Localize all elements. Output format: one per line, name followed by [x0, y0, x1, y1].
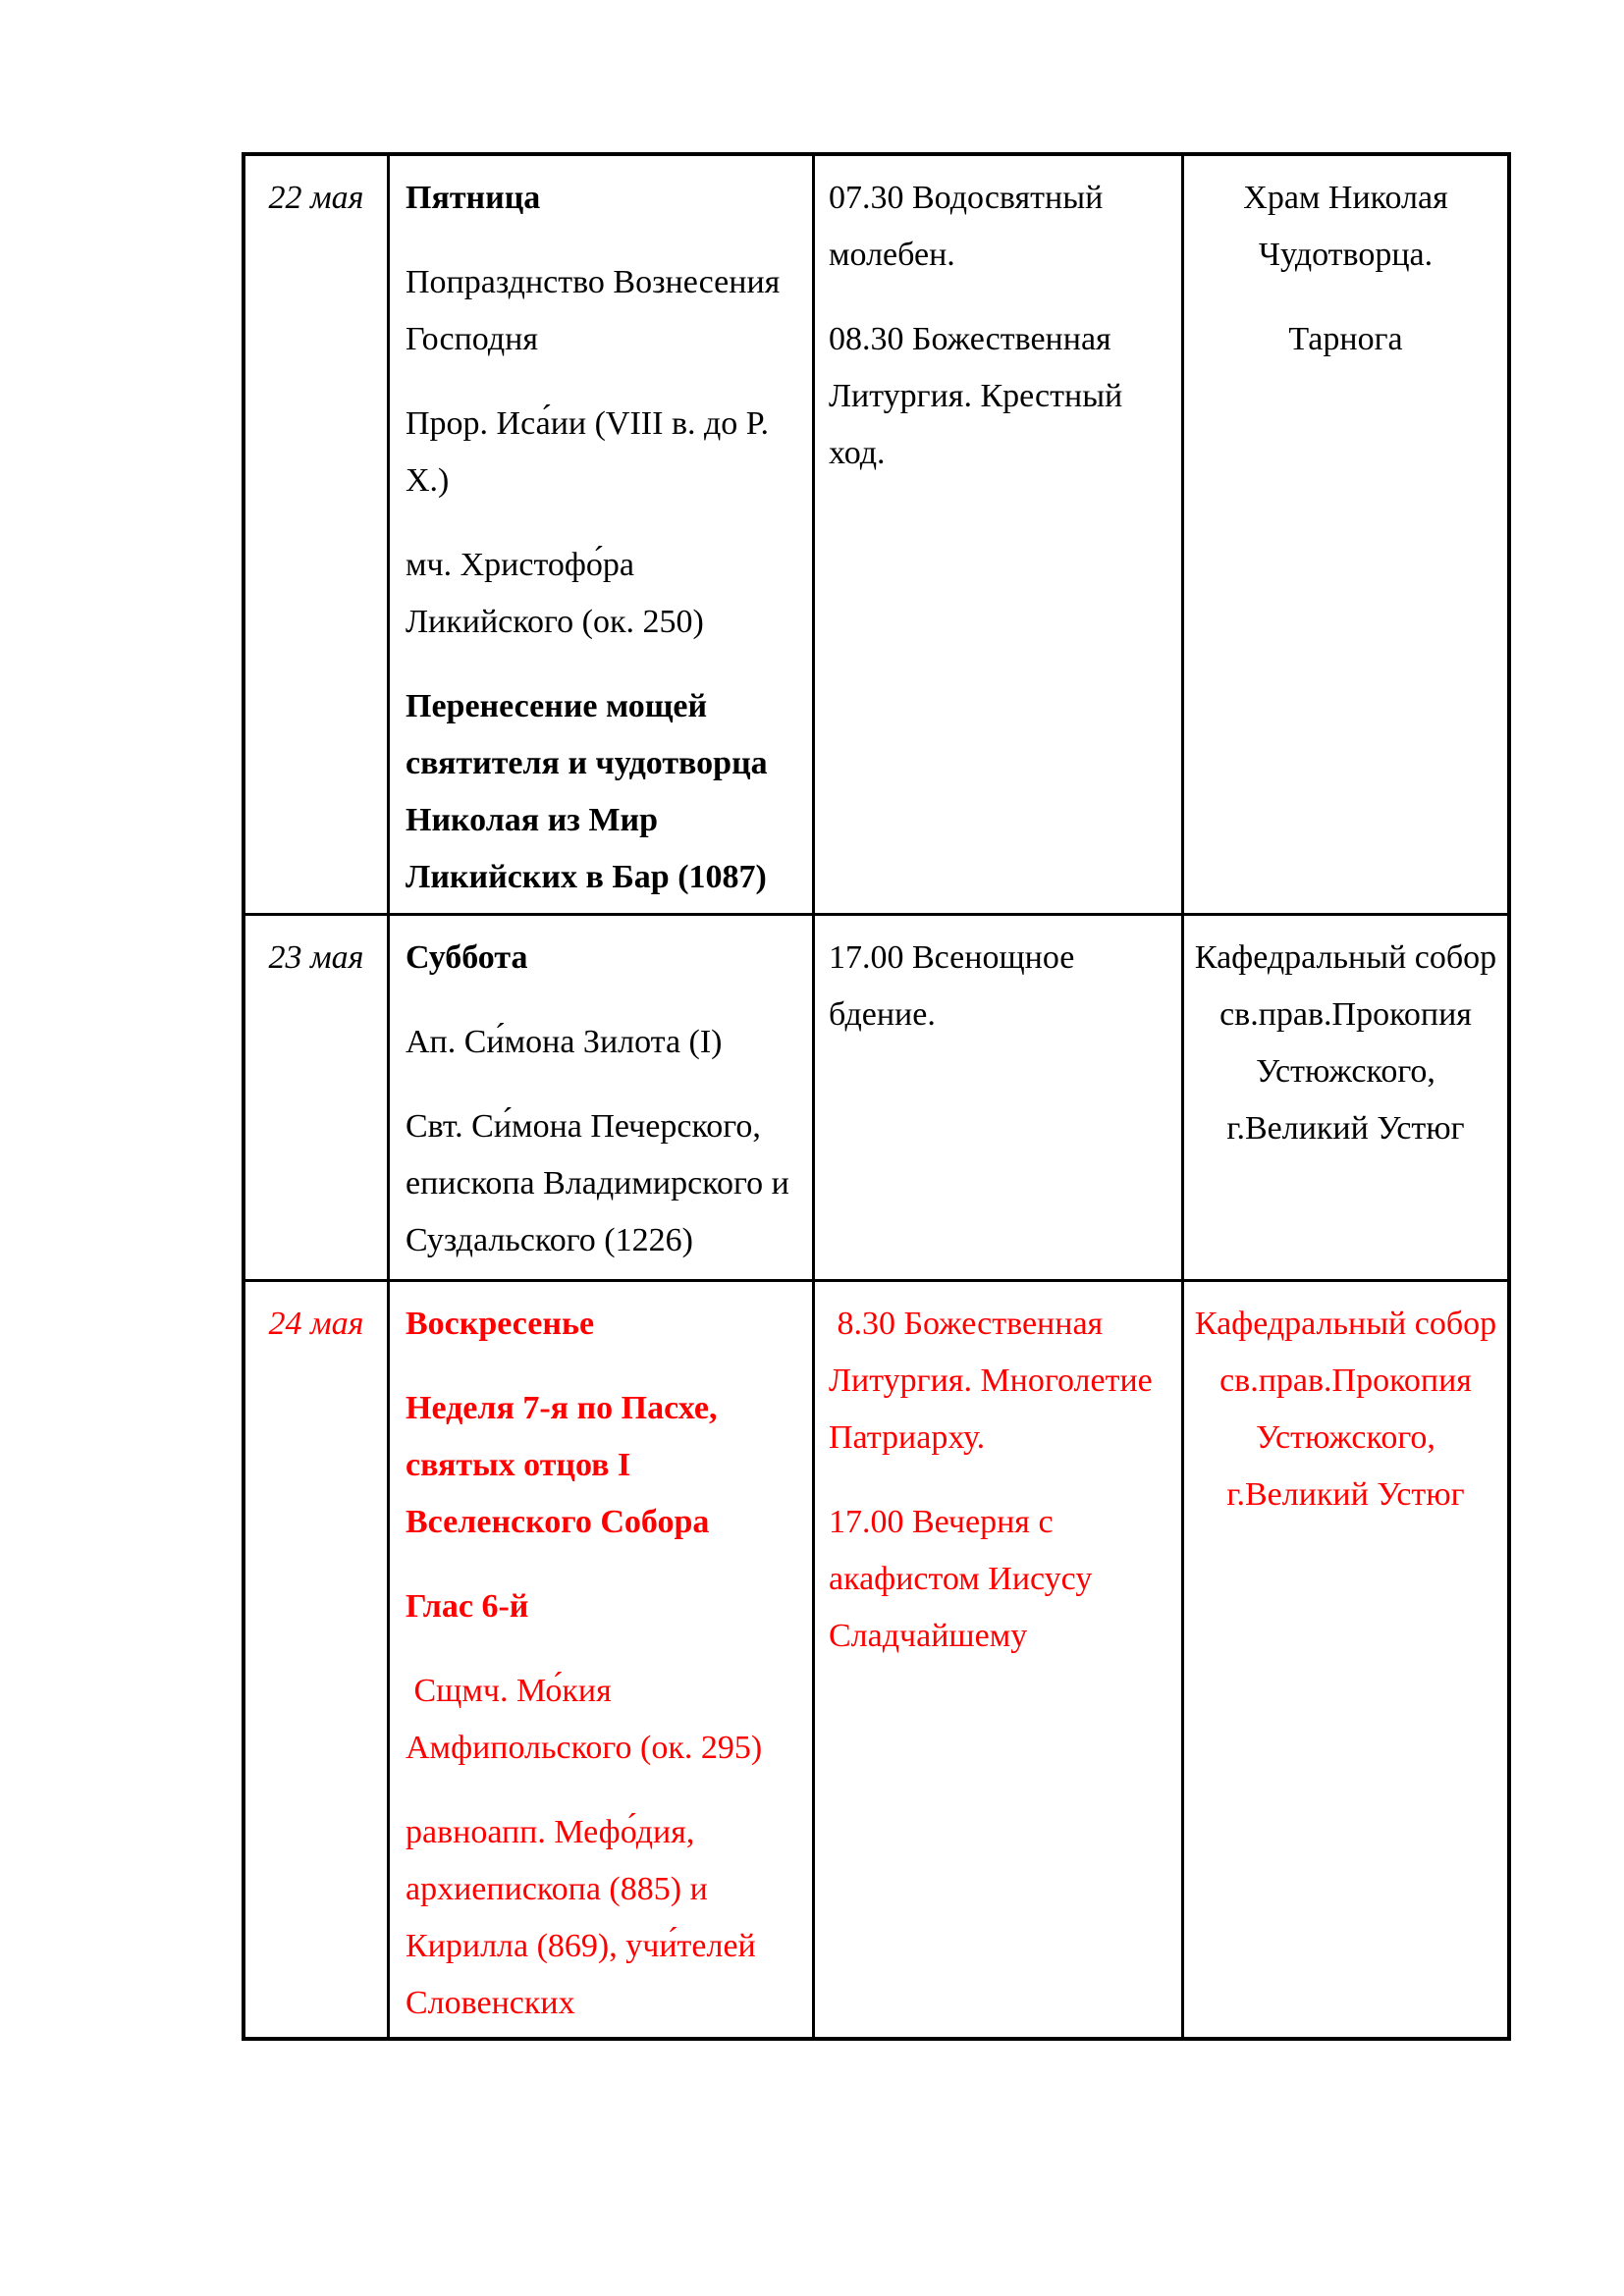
day-cell-22-may — [390, 156, 815, 916]
date-text: 24 мая — [268, 1306, 364, 1342]
location-cell-24-may — [1184, 1282, 1507, 2037]
date-cell-23-may — [245, 916, 390, 1282]
location-text: Кафедральный собор св.прав.Прокопия Устюжского, г.Великий Устюг — [1194, 1306, 1505, 1513]
feast-entry: Неделя 7-я по Пасхе, святых отцов I Вселенского Собора — [406, 1390, 726, 1540]
feast-entry: Глас 6-й — [406, 1588, 529, 1625]
date-cell-22-may — [245, 156, 390, 916]
date-cell-24-may — [245, 1282, 390, 2037]
day-cell-24-may — [390, 1282, 815, 2037]
location-cell-22-may — [1184, 156, 1507, 916]
service-entry: 17.00 Всенощное бдение. — [829, 939, 1083, 1033]
church-schedule-table — [242, 152, 1511, 2041]
services-cell-22-may — [815, 156, 1184, 916]
services-cell-23-may — [815, 916, 1184, 1282]
feast-entry: Прор. Иса́ии (VIII в. до Р. Х.) — [406, 405, 778, 499]
location-text: Тарнога — [1288, 321, 1403, 357]
day-title: Суббота — [406, 939, 528, 976]
service-entry: 08.30 Божественная Литургия. Крестный ход. — [829, 321, 1131, 471]
feast-entry: Перенесение мощей святителя и чудотворца Николая из Мир Ликийских в Бар (1087) — [406, 688, 777, 895]
feast-entry: Попразднство Вознесения Господня — [406, 264, 788, 357]
location-cell-23-may — [1184, 916, 1507, 1282]
day-cell-23-may — [390, 916, 815, 1282]
date-text: 23 мая — [268, 939, 364, 976]
feast-entry: мч. Христофо́ра Ликийского (ок. 250) — [406, 547, 704, 640]
location-text: Храм Николая Чудотворца. — [1243, 180, 1457, 273]
services-cell-24-may — [815, 1282, 1184, 2037]
service-entry: 07.30 Водосвятный молебен. — [829, 180, 1111, 273]
feast-entry: Свт. Си́мона Печерского, епископа Владимирского и Суздальского (1226) — [406, 1108, 798, 1258]
day-title: Пятница — [406, 180, 541, 216]
day-title: Воскресенье — [406, 1306, 595, 1342]
feast-entry: Ап. Си́мона Зилота (I) — [406, 1024, 723, 1060]
date-text: 22 мая — [268, 180, 364, 216]
feast-entry: равноапп. Мефо́дия, архиепископа (885) и Кирилла (869), учи́телей Словенских — [406, 1814, 765, 2021]
service-entry: 8.30 Божественная Литургия. Многолетие Патриарху. — [829, 1306, 1162, 1456]
feast-entry: Сщмч. Мо́кия Амфипольского (ок. 295) — [406, 1673, 763, 1766]
service-entry: 17.00 Вечерня с акафистом Иисусу Сладчайшему — [829, 1504, 1101, 1654]
location-text: Кафедральный собор св.прав.Прокопия Устюжского, г.Великий Устюг — [1194, 939, 1505, 1147]
